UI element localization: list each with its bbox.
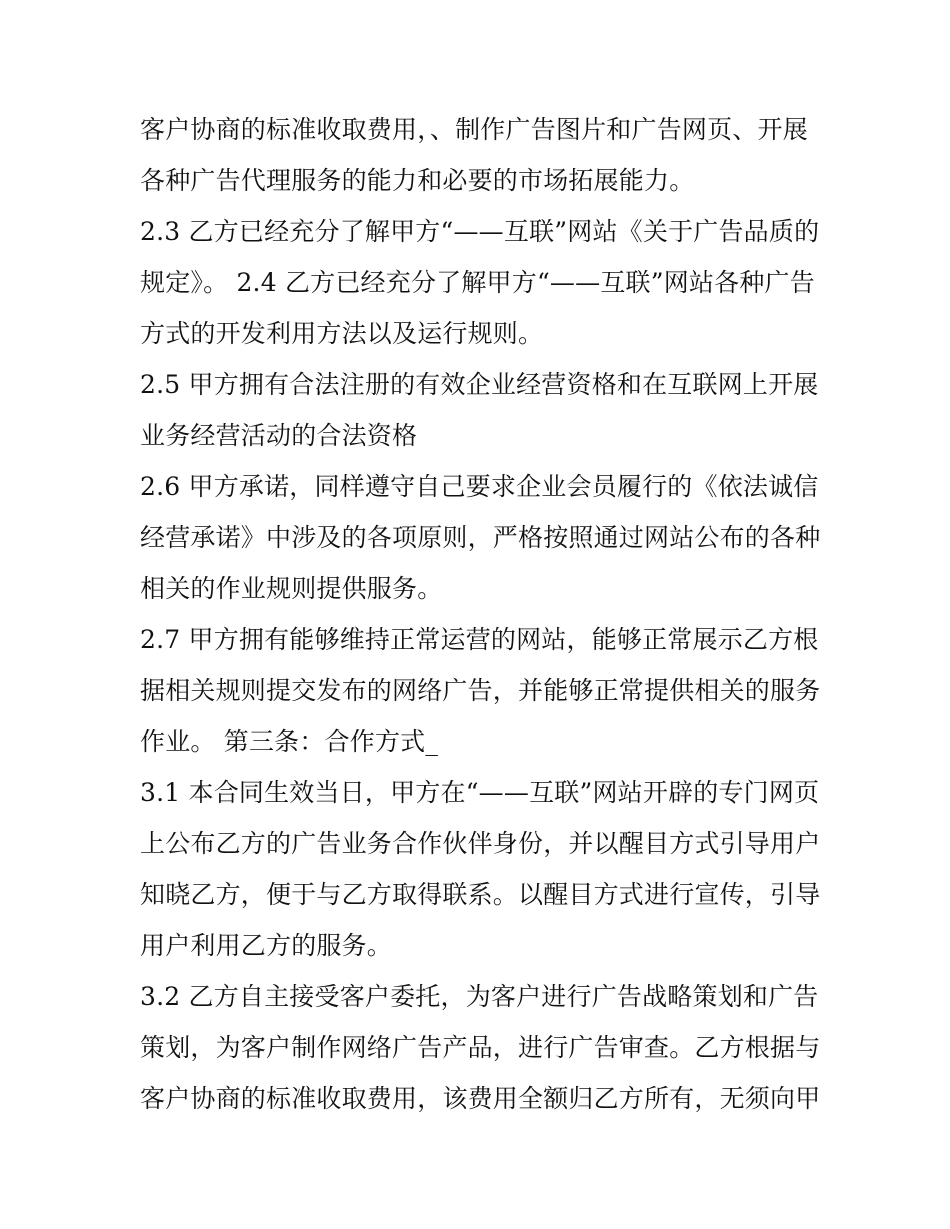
text-line-18: 3.2 乙方自主接受客户委托，为客户进行广告战略策划和广告 bbox=[140, 982, 819, 1011]
text-line-15: 上公布乙方的广告业务合作伙伴身份，并以醒目方式引导用户 bbox=[140, 829, 821, 858]
text-line-7: 业务经营活动的合法资格 bbox=[140, 421, 418, 450]
text-line-5: 方式的开发利用方法以及运行规则。 bbox=[140, 319, 544, 348]
text-line-2: 各种广告代理服务的能力和必要的市场拓展能力。 bbox=[140, 166, 695, 195]
text-line-20: 客户协商的标准收取费用，该费用全额归乙方所有，无须向甲 bbox=[140, 1084, 821, 1113]
text-line-9: 经营承诺》中涉及的各项原则，严格按照通过网站公布的各种 bbox=[140, 523, 821, 552]
text-line-11: 2.7 甲方拥有能够维持正常运营的网站，能够正常展示乙方根 bbox=[140, 625, 819, 654]
text-line-13: 作业。 第三条：合作方式_ bbox=[140, 727, 439, 756]
text-line-10: 相关的作业规则提供服务。 bbox=[140, 574, 443, 603]
text-line-6: 2.5 甲方拥有合法注册的有效企业经营资格和在互联网上开展 bbox=[140, 370, 819, 399]
text-line-3: 2.3 乙方已经充分了解甲方“——互联”网站《关于广告品质的 bbox=[140, 217, 820, 246]
text-line-16: 知晓乙方，便于与乙方取得联系。以醒目方式进行宣传，引导 bbox=[140, 880, 821, 909]
document-body bbox=[140, 104, 820, 1124]
text-line-14: 3.1 本合同生效当日，甲方在“——互联”网站开辟的专门网页 bbox=[140, 778, 820, 807]
text-line-19: 策划，为客户制作网络广告产品，进行广告审查。乙方根据与 bbox=[140, 1033, 821, 1062]
text-line-17: 用户利用乙方的服务。 bbox=[140, 931, 393, 960]
text-line-8: 2.6 甲方承诺，同样遵守自己要求企业会员履行的《依法诚信 bbox=[140, 472, 819, 501]
text-line-1: 客户协商的标准收取费用，、制作广告图片和广告网页、开展 bbox=[140, 115, 808, 144]
text-line-12: 据相关规则提交发布的网络广告，并能够正常提供相关的服务 bbox=[140, 676, 821, 705]
text-line-4: 规定》。 2.4 乙方已经充分了解甲方“——互联”网站各种广告 bbox=[140, 268, 815, 297]
